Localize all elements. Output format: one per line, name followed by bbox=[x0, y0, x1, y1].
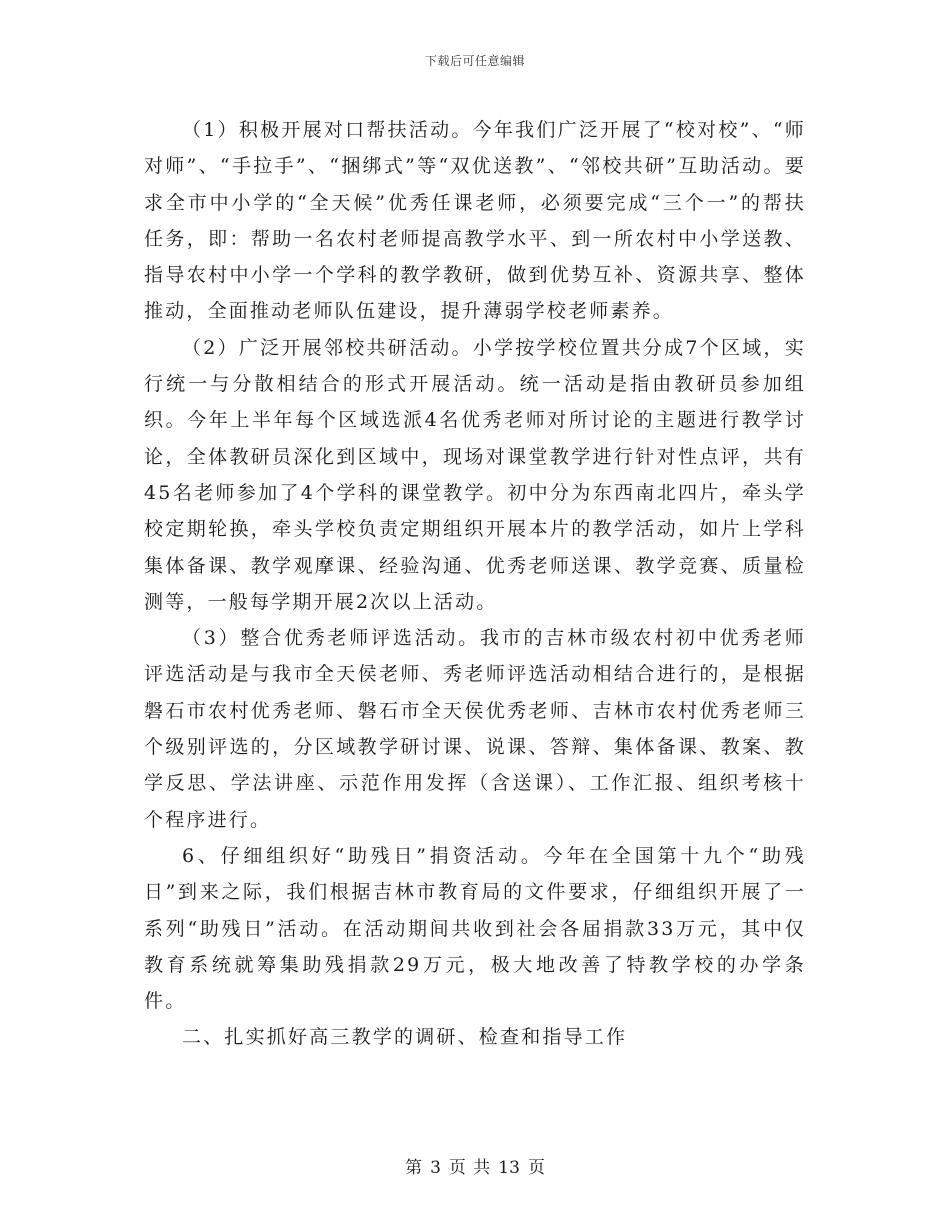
paragraph-neighbor-school-research: （2）广泛开展邻校共研活动。小学按学校位置共分成7个区域，实行统一与分散相结合的形式开展活动。统一活动是指由教研员参加组织。今年上半年每个区域选派4名优秀老师对所讨论的主题进行教学讨论，全体教研员深化到区域中，现场对课堂教学进行针对性点评，共有45名老师参加了4个学科的课堂教学。初中分为东西南北四片，牵头学校定期轮换，牵头学校负责定期组织开展本片的教学活动，如片上学科集体备课、教学观摩课、经验沟通、优秀老师送课、教学竞赛、质量检测等，一般每学期开展2次以上活动。 bbox=[144, 336, 806, 613]
footer-mid: 页 共 bbox=[448, 1158, 491, 1178]
section-heading-senior-three: 二、扎实抓好高三教学的调研、检查和指导工作 bbox=[182, 1026, 628, 1049]
paragraph-pairing-assistance: （1）积极开展对口帮扶活动。今年我们广泛开展了“校对校”、“师对师”、“手拉手”、“捆绑式”等“双优送教”、“邻校共研”互助活动。要求全市中小学的“全天候”优秀任课老师，必须要完成“三个一”的帮扶任务，即：帮助一名农村老师提高教学水平、到一所农村中小学送教、指导农村中小学一个学科的教学教研，做到优势互补、资源共享、整体推动，全面推动老师队伍建设，提升薄弱学校老师素养。 bbox=[144, 119, 806, 323]
footer-suffix: 页 bbox=[527, 1158, 545, 1178]
footer-prefix: 第 bbox=[405, 1158, 423, 1178]
document-body bbox=[144, 112, 806, 1056]
footer-total-pages: 13 bbox=[498, 1158, 520, 1178]
paragraph-disability-day-donation: 6、仔细组织好“助残日”捐资活动。今年在全国第十九个“助残日”到来之际，我们根据吉林市教育局的文件要求，仔细组织开展了一系列“助残日”活动。在活动期间共收到社会各届捐款33万元，其中仅教育系统就筹集助残捐款29万元，极大地改善了特教学校的办学条件。 bbox=[144, 844, 806, 1013]
page-header-note: 下载后可任意编辑 bbox=[424, 54, 525, 68]
paragraph-teacher-selection: （3）整合优秀老师评选活动。我市的吉林市级农村初中优秀老师评选活动是与我市全天侯老师、秀老师评选活动相结合进行的，是根据磐石市农村优秀老师、磐石市全天侯优秀老师、吉林市农村优秀老师三个级别评选的，分区域教学研讨课、说课、答辩、集体备课、教案、教学反思、学法讲座、示范作用发挥（含送课）、工作汇报、组织考核十个程序进行。 bbox=[144, 627, 806, 831]
footer-page-number: 3 bbox=[430, 1158, 441, 1178]
page-footer bbox=[0, 1153, 950, 1178]
